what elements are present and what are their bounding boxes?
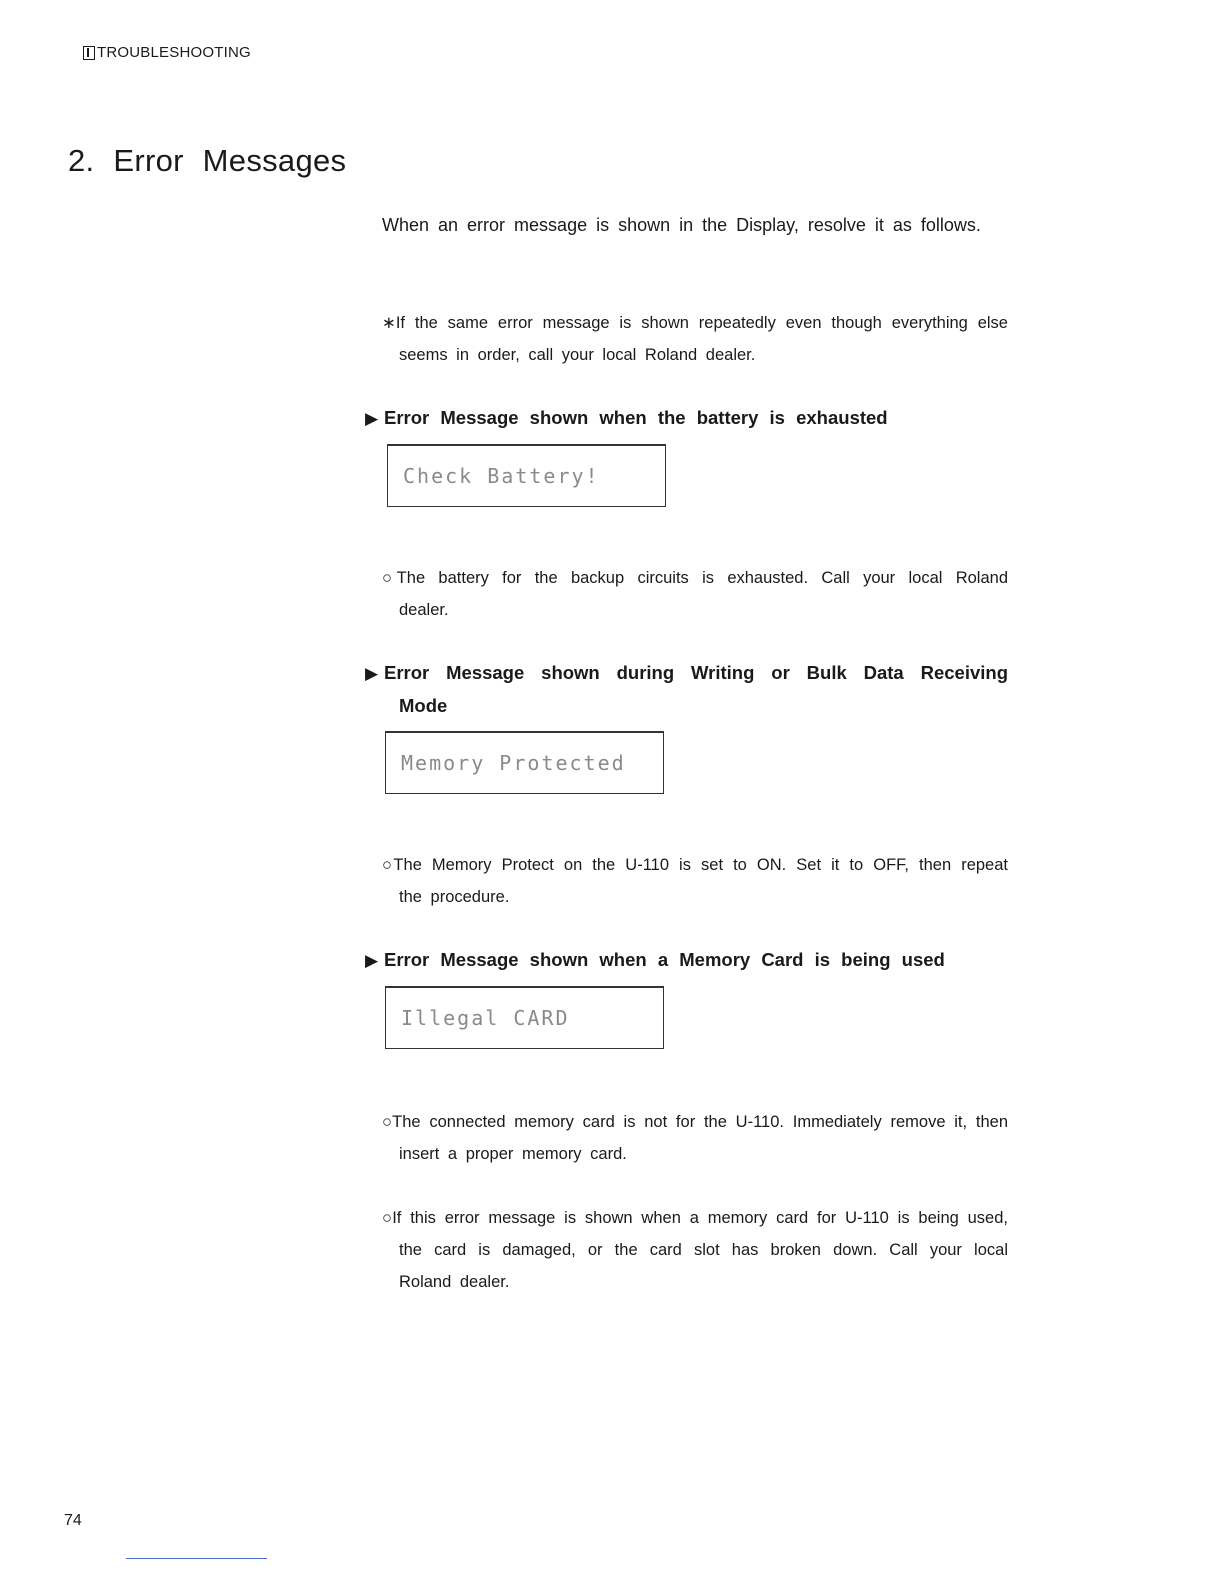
page-title: 2. Error Messages (68, 143, 347, 178)
bottom-rule (126, 1558, 267, 1559)
intro-paragraph: When an error message is shown in the Display, resolve it as follows. (382, 215, 981, 235)
section-heading-text: Error Message shown during Writing or Bulk Data Receiving Mode (384, 662, 1008, 716)
section-heading-text: Error Message shown when a Memory Card is being used (384, 949, 945, 970)
lcd-display-memory-protected: Memory Protected (385, 731, 664, 794)
running-header (83, 44, 251, 61)
lcd-display-check-battery: Check Battery! (387, 444, 666, 507)
section-marker-icon (83, 46, 95, 60)
paragraph-memory-protect: ○The Memory Protect on the U-110 is set to ON. Set it to OFF, then repeat the procedure. (382, 856, 1008, 906)
section-heading-battery: ▶ Error Message shown when the battery is exhausted (365, 407, 888, 428)
lcd-display-illegal-card: Illegal CARD (385, 986, 664, 1049)
section-heading-text: Error Message shown when the battery is exhausted (384, 407, 888, 428)
page-number: 74 (64, 1512, 82, 1529)
note-paragraph: ∗If the same error message is shown repeatedly even though everything else seems in order, call your local Roland dealer. (382, 314, 1008, 364)
section-heading-writing: ▶ Error Message shown during Writing or Bulk Data Receiving Mode (365, 662, 1008, 716)
paragraph-memory-card-2: ○If this error message is shown when a memory card for U-110 is being used, the card is damaged, or the card slot has broken down. Call your local Roland dealer. (382, 1209, 1008, 1291)
running-header-label: TROUBLESHOOTING (97, 44, 251, 61)
paragraph-memory-card-1: ○The connected memory card is not for the U-110. Immediately remove it, then insert a proper memory card. (382, 1113, 1008, 1163)
paragraph-battery: ○The battery for the backup circuits is exhausted. Call your local Roland dealer. (382, 569, 1008, 619)
section-heading-memory-card: ▶ Error Message shown when a Memory Card is being used (365, 949, 945, 970)
